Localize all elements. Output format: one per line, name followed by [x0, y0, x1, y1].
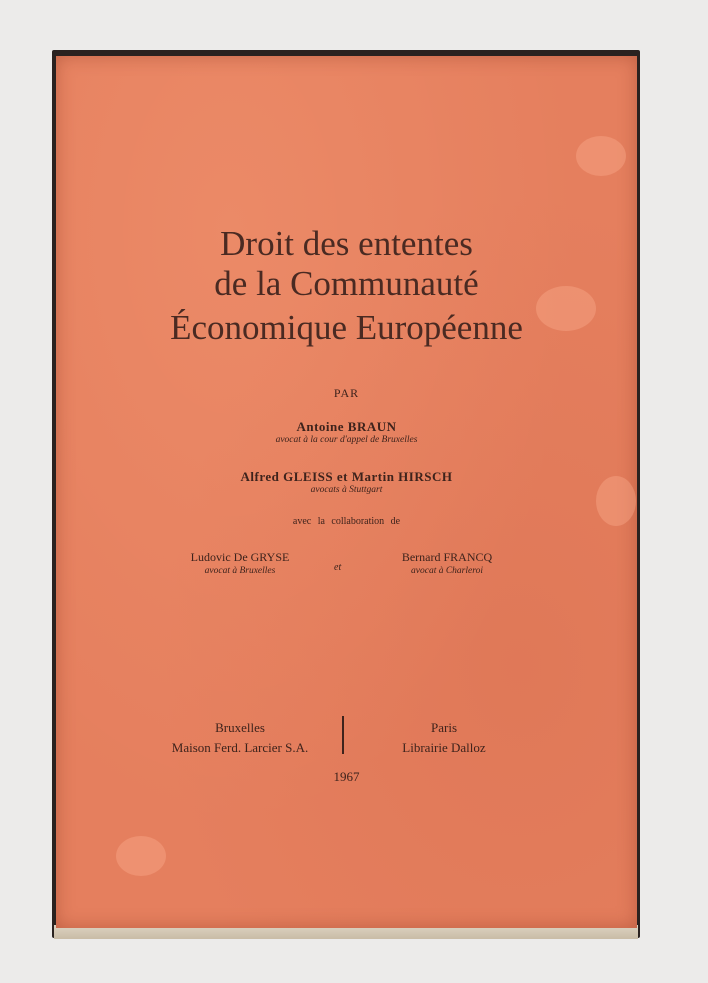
collaborator-2-name: Bernard FRANCQ	[401, 550, 493, 564]
author-1-name: Antoine BRAUN	[296, 419, 397, 434]
publisher-brussels	[140, 718, 340, 758]
par-label: PAR	[333, 386, 360, 400]
book-title-line-3: Économique Européenne	[170, 308, 523, 347]
book-cover	[56, 56, 637, 928]
book-title-line-2: de la Communauté	[214, 264, 479, 303]
author-2-name: Alfred GLEISS et Martin HIRSCH	[240, 469, 453, 484]
collaborator-2	[372, 550, 522, 577]
publisher-brussels-city: Bruxelles	[215, 720, 265, 735]
publisher-paris-name: Librairie Dalloz	[402, 740, 486, 755]
collaborator-1-role: avocat à Bruxelles	[204, 566, 276, 576]
stain	[116, 836, 166, 876]
book-title-line-1: Droit des ententes	[220, 224, 473, 263]
et-label: et	[334, 562, 342, 573]
publisher-brussels-name: Maison Ferd. Larcier S.A.	[171, 740, 309, 755]
stain	[576, 136, 626, 176]
collaboration-label: avec la collaboration de	[292, 516, 401, 527]
collaborator-1	[160, 550, 320, 577]
publication-year: 1967	[333, 769, 360, 784]
author-1-role: avocat à la cour d'appel de Bruxelles	[275, 435, 418, 445]
collaborator-2-role: avocat à Charleroi	[411, 566, 483, 576]
author-2-role: avocats à Stuttgart	[310, 485, 383, 495]
publisher-paris	[356, 718, 532, 758]
collaborator-1-name: Ludovic De GRYSE	[190, 550, 290, 564]
publisher-divider	[342, 716, 344, 754]
publisher-paris-city: Paris	[431, 720, 457, 735]
